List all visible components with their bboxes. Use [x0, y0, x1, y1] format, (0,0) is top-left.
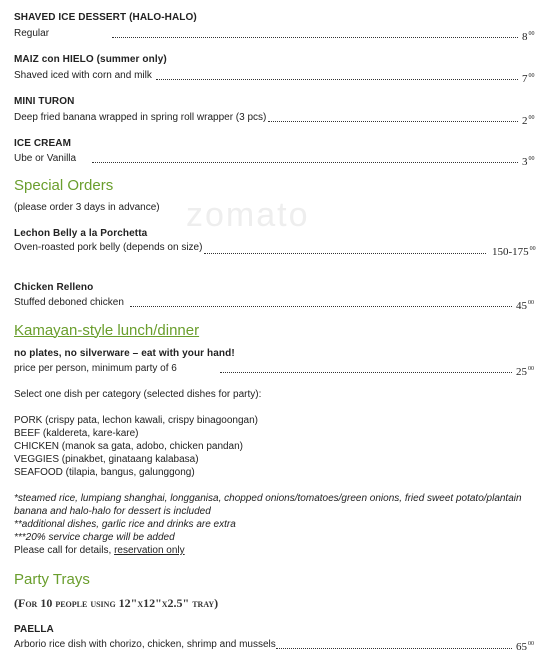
- category-item: CHICKEN (manok sa gata, adobo, chicken pandan): [14, 441, 244, 452]
- item-title: PAELLA: [14, 624, 54, 635]
- category-item: VEGGIES (pinakbet, ginataang kalabasa): [14, 454, 199, 465]
- dot-leader: [268, 121, 518, 122]
- item-price: $150-175^{00}$: [492, 246, 536, 258]
- call-for-details: Please call for details, reservation only: [14, 545, 185, 556]
- dot-leader: [204, 253, 486, 254]
- section-heading-party-trays: Party Trays: [14, 571, 90, 588]
- dot-leader: [220, 372, 512, 373]
- item-title: SHAVED ICE DESSERT (HALO-HALO): [14, 12, 197, 23]
- item-title: Chicken Relleno: [14, 282, 94, 293]
- kamayan-note: banana and halo-halo for dessert is included: [14, 506, 211, 517]
- item-price: $8^{00}$: [522, 31, 535, 43]
- special-orders-note: (please order 3 days in advance): [14, 202, 160, 213]
- item-description: Ube or Vanilla: [14, 153, 77, 164]
- dot-leader: [112, 37, 518, 38]
- zomato-watermark: zomato: [186, 196, 310, 234]
- item-description: Regular: [14, 28, 50, 39]
- item-price: $45^{00}$: [516, 300, 534, 312]
- kamayan-note: ***20% service charge will be added: [14, 532, 175, 543]
- reservation-link[interactable]: reservation only: [114, 545, 185, 556]
- item-title: Lechon Belly a la Porchetta: [14, 228, 148, 239]
- item-price: $2^{00}$: [522, 115, 535, 127]
- item-price: $7^{00}$: [522, 73, 535, 85]
- kamayan-price: $25^{00}$: [516, 366, 534, 378]
- dot-leader: [130, 306, 512, 307]
- category-item: PORK (crispy pata, lechon kawali, crispy binagoongan): [14, 415, 259, 426]
- item-price: $65^{00}$: [516, 641, 534, 653]
- item-description: Stuffed deboned chicken: [14, 297, 124, 308]
- party-trays-subheading: (For 10 people using 12"x12"x2.5" tray): [14, 596, 219, 610]
- item-description: Oven-roasted pork belly (depends on size): [14, 242, 203, 253]
- kamayan-note: *steamed rice, lumpiang shanghai, longganisa, chopped onions/tomatoes/green onions, fried sweet potato/plantain: [14, 493, 522, 504]
- item-description: Shaved iced with corn and milk: [14, 70, 152, 81]
- kamayan-bold-line: no plates, no silverware – eat with your hand!: [14, 348, 235, 359]
- dot-leader: [276, 648, 512, 649]
- section-heading-kamayan: Kamayan-style lunch/dinner: [14, 322, 200, 339]
- item-price: $3^{00}$: [522, 156, 535, 168]
- dot-leader: [156, 79, 518, 80]
- kamayan-note: **additional dishes, garlic rice and drinks are extra: [14, 519, 236, 530]
- item-description: Deep fried banana wrapped in spring roll wrapper (3 pcs): [14, 112, 267, 123]
- section-heading-special-orders: Special Orders: [14, 177, 114, 194]
- category-item: SEAFOOD (tilapia, bangus, galunggong): [14, 467, 195, 478]
- item-title: MINI TURON: [14, 96, 75, 107]
- category-item: BEEF (kaldereta, kare-kare): [14, 428, 139, 439]
- item-title: MAIZ con HIELO (summer only): [14, 54, 167, 65]
- item-title: ICE CREAM: [14, 138, 72, 149]
- item-description: Arborio rice dish with chorizo, chicken, shrimp and mussels: [14, 639, 276, 650]
- kamayan-select-line: Select one dish per category (selected dishes for party):: [14, 389, 262, 400]
- kamayan-price-line: price per person, minimum party of 6: [14, 363, 177, 374]
- dot-leader: [92, 162, 518, 163]
